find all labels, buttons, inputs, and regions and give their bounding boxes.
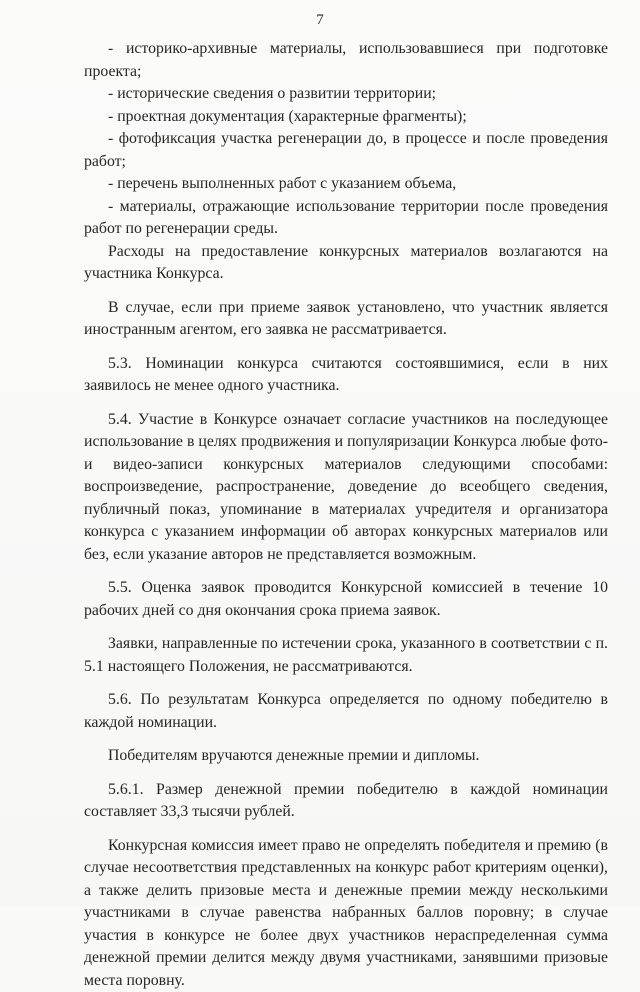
list-item-works-list: - перечень выполненных работ с указанием объема, bbox=[84, 173, 608, 196]
paragraph-foreign-agent: В случае, если при приеме заявок установлено, что участник является иностранным агентом, его заявка не рассматривается. bbox=[84, 297, 608, 342]
list-item-territory-use: - материалы, отражающие использование территории после проведения работ по регенерации среды. bbox=[84, 196, 608, 241]
paragraph-commission-rights: Конкурсная комиссия имеет право не определять победителя и премию (в случае несоответствия представленных на конкурс работ критериям оценки), а также делить призовые места и денежные премии между несколькими участниками в случае равенства набранных баллов поровну; в случае участия в конкурсе не более двух участников нераспределенная сумма денежной премии делится между двумя участниками, занявшими призовые места поровну. bbox=[84, 835, 608, 992]
paragraph-awards: Победителям вручаются денежные премии и дипломы. bbox=[84, 745, 608, 768]
paragraph-5-5: 5.5. Оценка заявок проводится Конкурсной комиссией в течение 10 рабочих дней со дня окончания срока приема заявок. bbox=[84, 577, 608, 622]
list-item-archive-materials: - историко-архивные материалы, использовавшиеся при подготовке проекта; bbox=[84, 38, 608, 83]
paragraph-5-6: 5.6. По результатам Конкурса определяется по одному победителю в каждой номинации. bbox=[84, 689, 608, 734]
list-item-historical-info: - исторические сведения о развитии территории; bbox=[84, 83, 608, 106]
paragraph-5-3: 5.3. Номинации конкурса считаются состоявшимися, если в них заявилось не менее одного участника. bbox=[84, 353, 608, 398]
paragraph-5-6-1: 5.6.1. Размер денежной премии победителю в каждой номинации составляет 33,3 тысячи рублей. bbox=[84, 779, 608, 824]
list-item-project-documentation: - проектная документация (характерные фрагменты); bbox=[84, 106, 608, 129]
page-number: 7 bbox=[0, 12, 640, 29]
paragraph-expenses: Расходы на предоставление конкурсных материалов возлагаются на участника Конкурса. bbox=[84, 241, 608, 286]
document-body bbox=[84, 38, 608, 992]
list-item-photo-fixation: - фотофиксация участка регенерации до, в процессе и после проведения работ; bbox=[84, 128, 608, 173]
paragraph-5-4: 5.4. Участие в Конкурсе означает согласие участников на последующее использование в целях продвижения и популяризации Конкурса любые фото- и видео-записи конкурсных материалов следующими способами: воспроизведение, распространение, доведение до всеобщего сведения, публичный показ, упоминание в материалах учредителя и организатора конкурса с указанием информации об авторах конкурсных материалов или без, если указание авторов не представляется возможным. bbox=[84, 409, 608, 567]
paragraph-late-applications: Заявки, направленные по истечении срока, указанного в соответствии с п. 5.1 настоящего Положения, не рассматриваются. bbox=[84, 633, 608, 678]
